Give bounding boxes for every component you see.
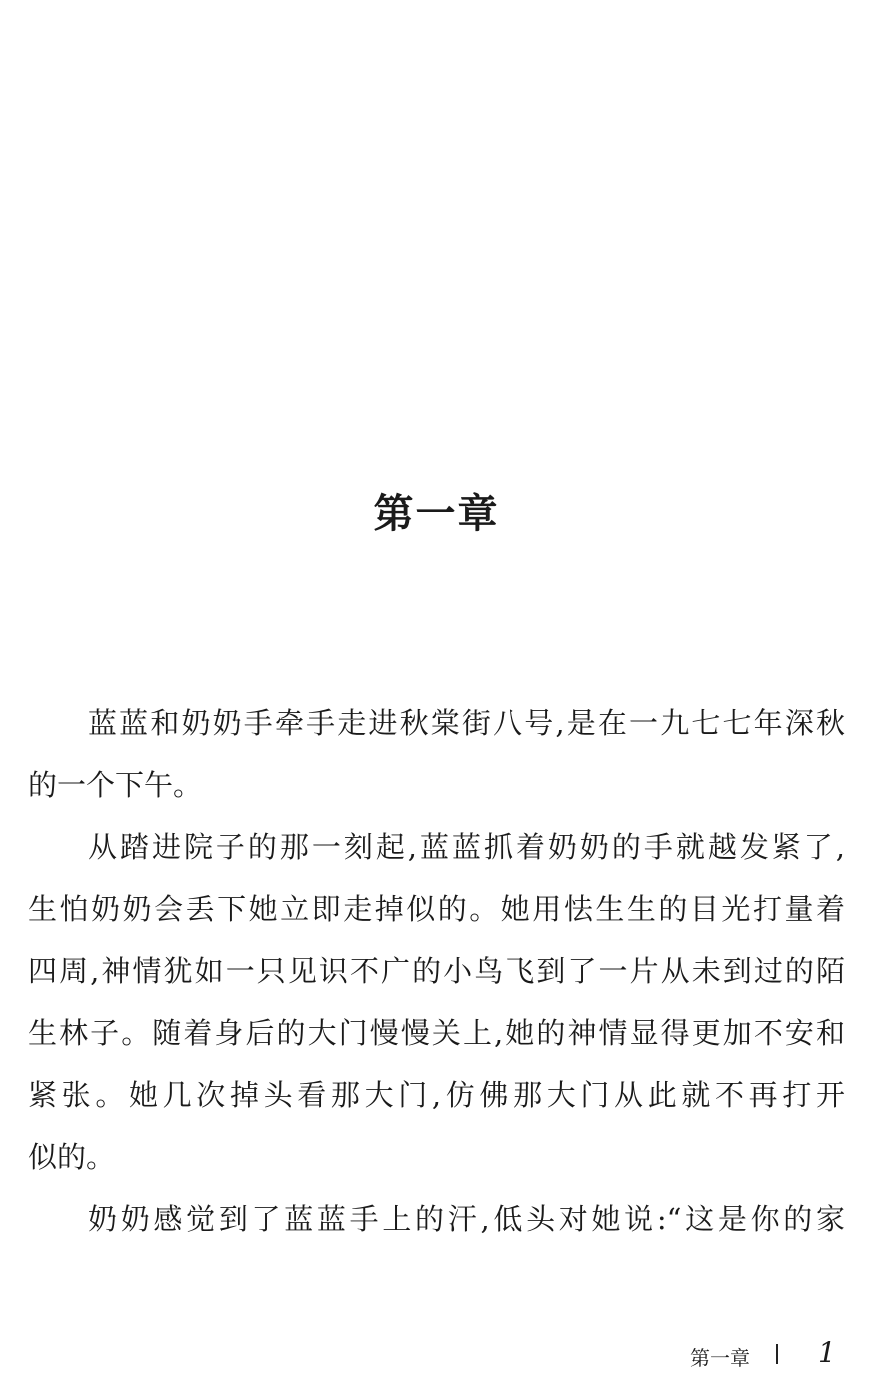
text-line: 蓝蓝和奶奶手牵手走进秋棠街八号,是在一九七七年深秋: [88, 706, 845, 740]
page-number: 1: [818, 1336, 836, 1369]
text-line: 生怕奶奶会丢下她立即走掉似的。她用怯生生的目光打量着: [28, 892, 845, 926]
text-line: 生林子。随着身后的大门慢慢关上,她的神情显得更加不安和: [28, 1016, 845, 1050]
text-line: 的一个下午。: [28, 768, 203, 802]
text-line: 四周,神情犹如一只见识不广的小鸟飞到了一片从未到过的陌: [28, 954, 845, 988]
chapter-title: 第一章: [373, 491, 500, 537]
body-text: [28, 700, 845, 1258]
text-line: 从踏进院子的那一刻起,蓝蓝抓着奶奶的手就越发紧了,: [88, 830, 845, 864]
footer-divider: [776, 1344, 778, 1364]
text-line: 似的。: [28, 1140, 116, 1174]
running-head: 第一章: [690, 1346, 750, 1370]
text-line: 奶奶感觉到了蓝蓝手上的汗,低头对她说:“这是你的家: [88, 1202, 845, 1236]
text-line: 紧张。她几次掉头看那大门,仿佛那大门从此就不再打开: [28, 1078, 845, 1112]
